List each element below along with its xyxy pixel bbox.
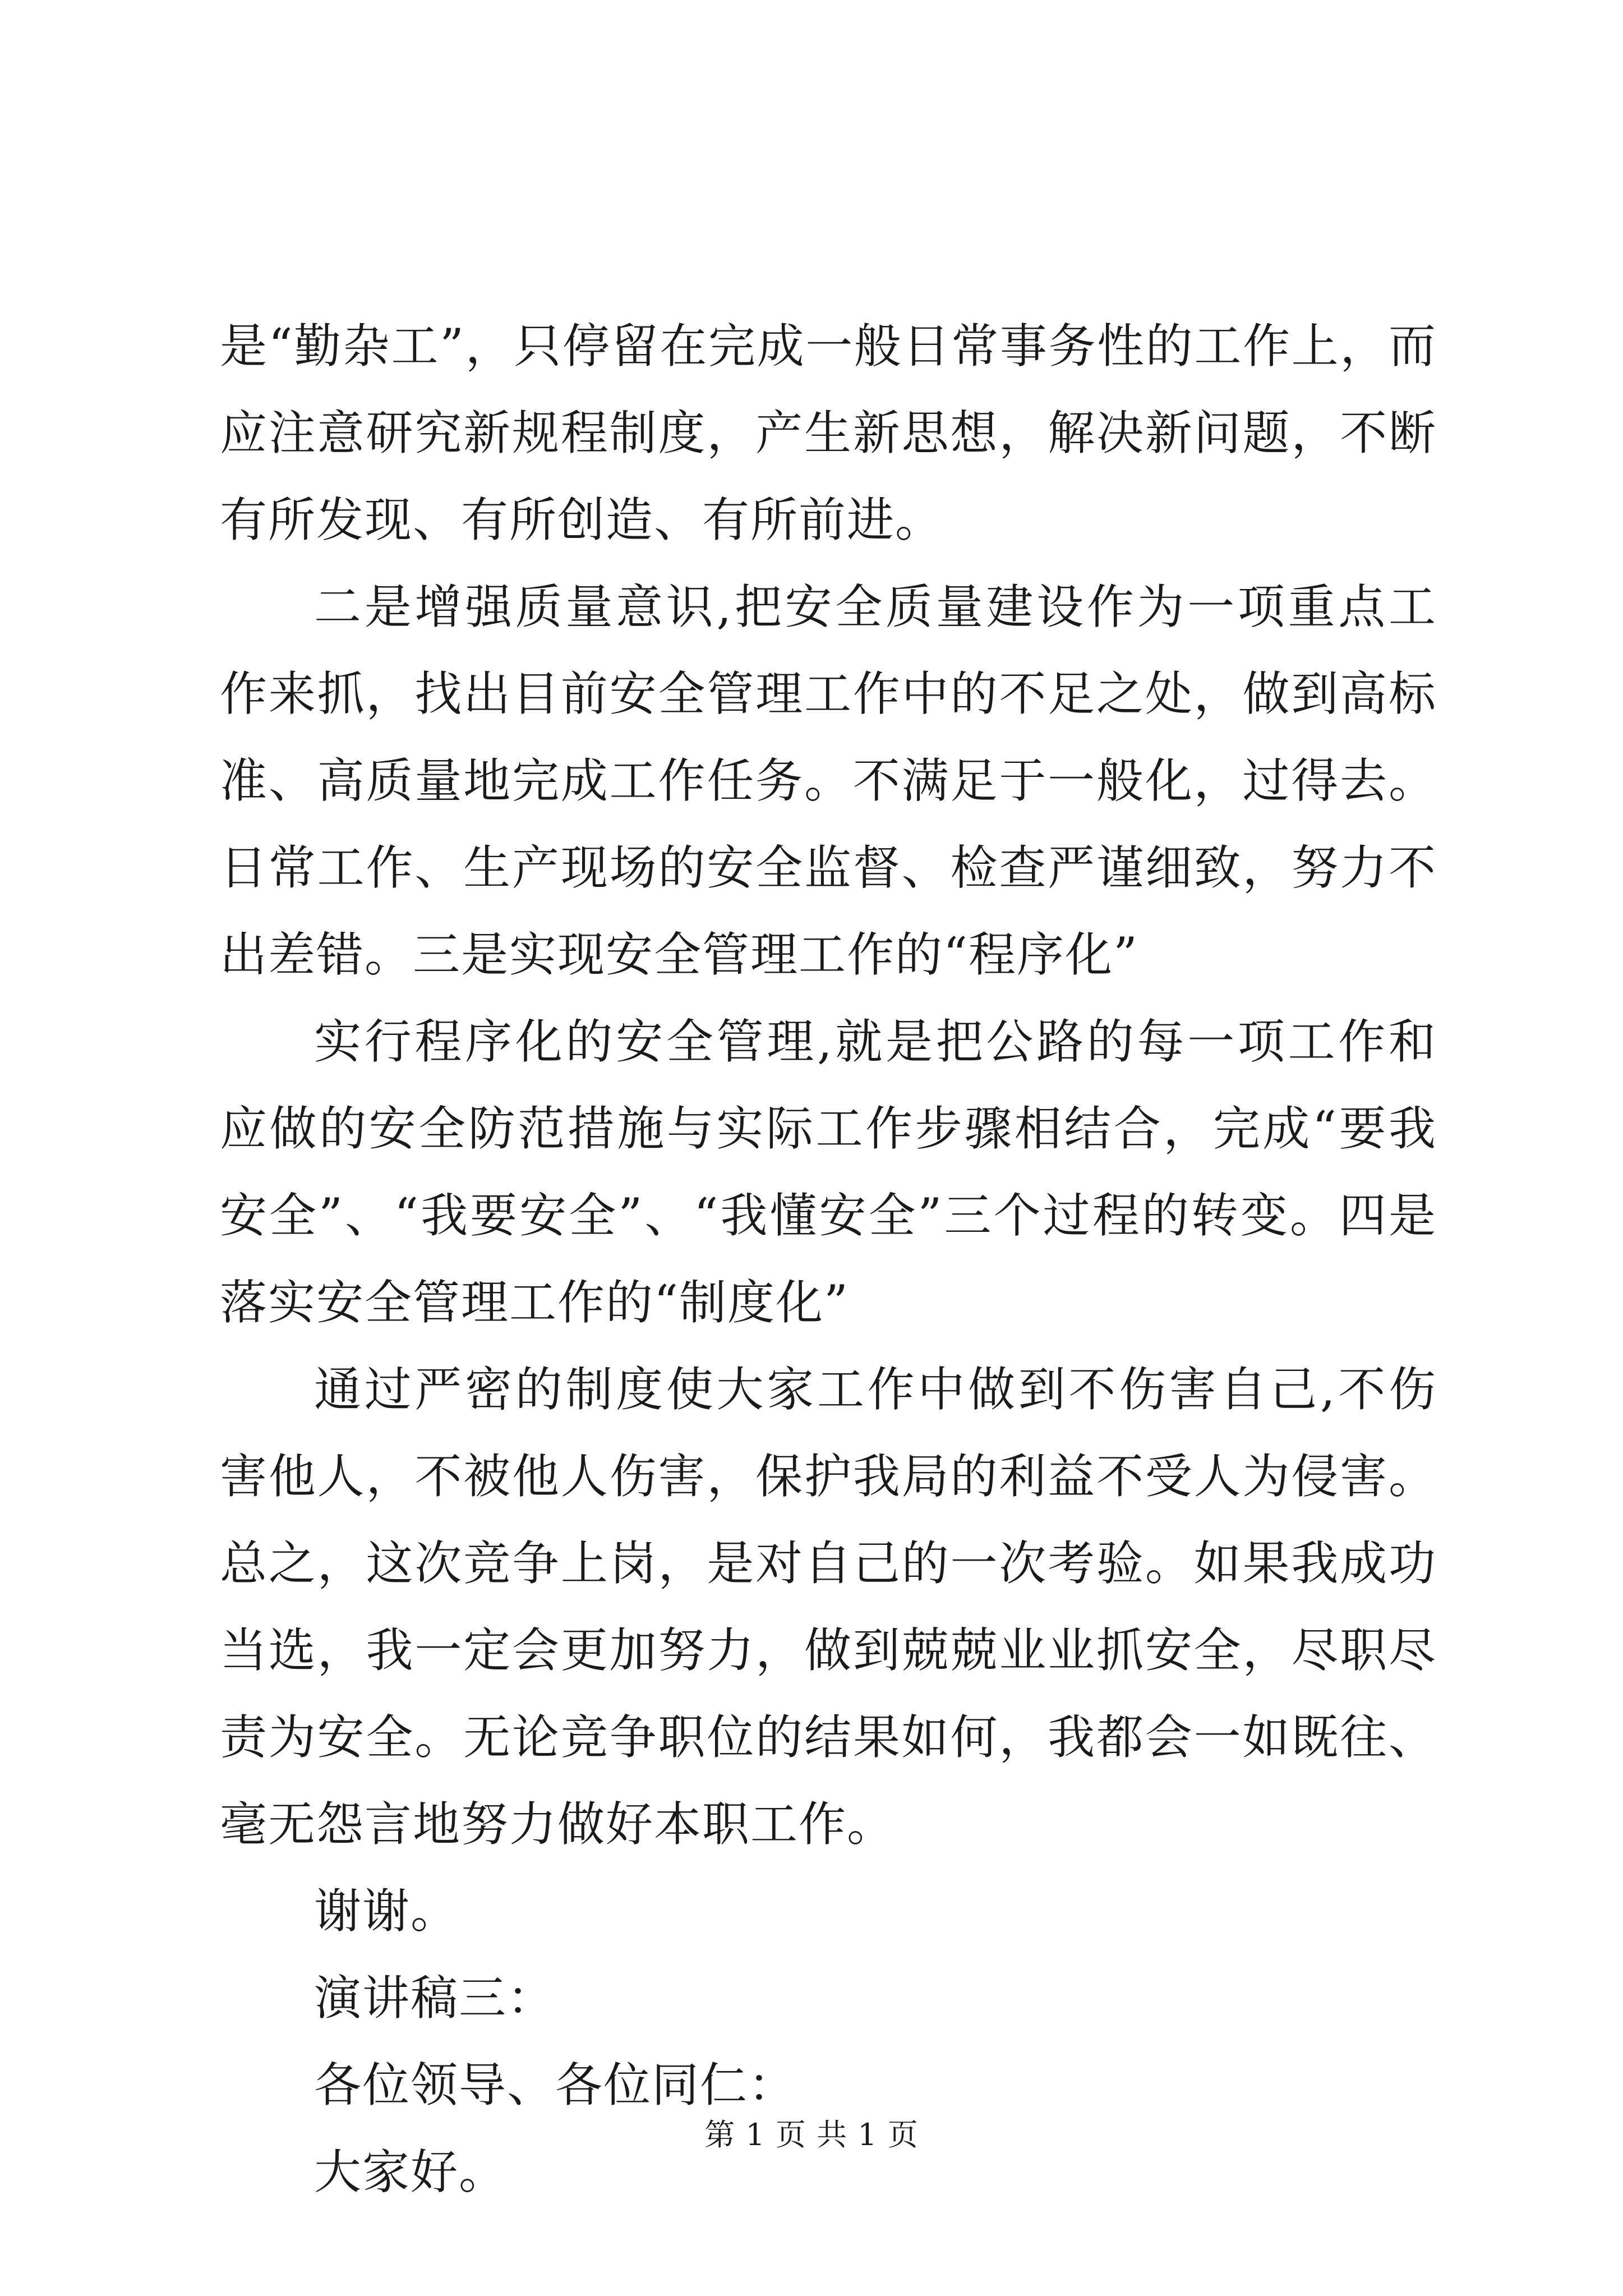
paragraph-1: 是“勤杂工”，只停留在完成一般日常事务性的工作上，而应注意研究新规程制度，产生新思想，解决新问题，不断有所发现、有所创造、有所前进。 — [220, 319, 1437, 547]
greeting-line: 大家好。 — [314, 2145, 508, 2200]
page-footer: 第 1 页 共 1 页 — [704, 2117, 919, 2152]
paragraph-4: 通过严密的制度使大家工作中做到不伤害自己,不伤害他人，不被他人伤害，保护我局的利益不受人为侵害。总之，这次竞争上岗，是对自己的一次考验。如果我成功当选，我一定会更加努力，做到兢兢业业抓安全，尽职尽责为安全。无论竞争职位的结果如何，我都会一如既往、毫无怨言地努力做好本职工作。 — [220, 1362, 1437, 1852]
speech-three-heading: 演讲稿三： — [314, 1971, 556, 2026]
thanks-line: 谢谢。 — [314, 1884, 459, 1939]
paragraph-3: 实行程序化的安全管理,就是把公路的每一项工作和应做的安全防范措施与实际工作步骤相结合，完成“要我安全”、“我要安全”、“我懂安全”三个过程的转变。四是落实安全管理工作的“制度化” — [220, 1014, 1437, 1330]
document-body — [220, 303, 1437, 2216]
paragraph-2: 二是增强质量意识,把安全质量建设作为一项重点工作来抓，找出目前安全管理工作中的不足之处，做到高标准、高质量地完成工作任务。不满足于一般化，过得去。日常工作、生产现场的安全监督、检查严谨细致，努力不出差错。三是实现安全管理工作的“程序化” — [220, 579, 1437, 982]
salutation-line: 各位领导、各位同仁： — [314, 2058, 797, 2113]
